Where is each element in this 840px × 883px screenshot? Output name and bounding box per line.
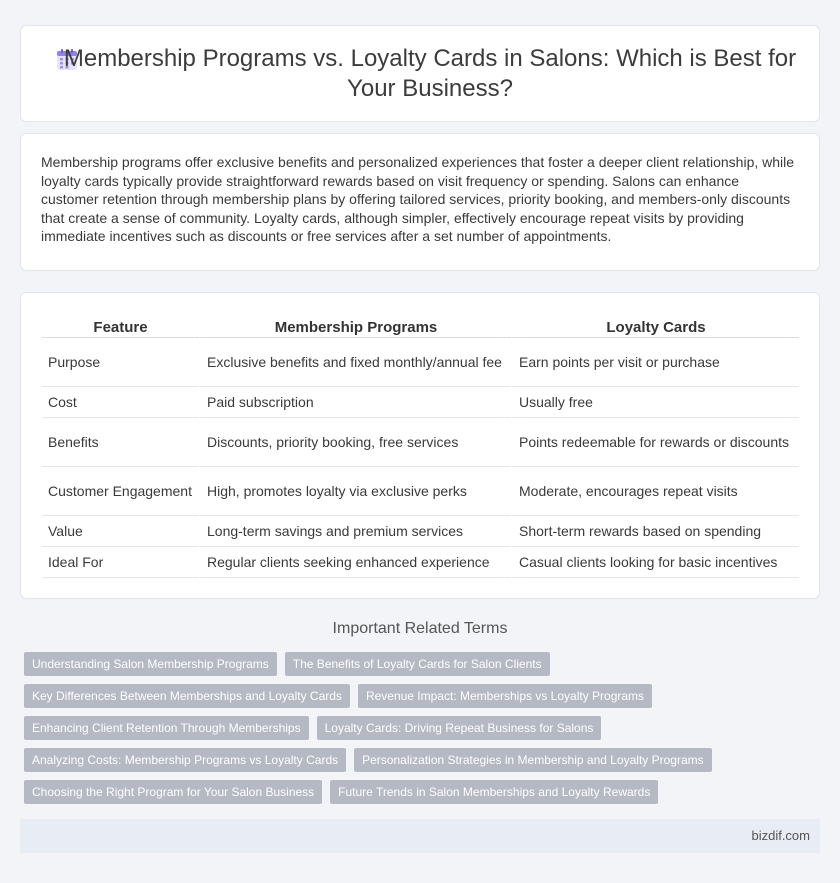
- summary-card: [20, 133, 820, 271]
- table-cell: Customer Engagement: [42, 467, 199, 516]
- table-cell: Points redeemable for rewards or discounts: [511, 418, 799, 467]
- summary-paragraph: Membership programs offer exclusive benefits and personalized experiences that foster a deeper client relationship, while loyalty cards typically provide straightforward rewards based on visit frequency or spending. Salons can enhance customer retention through membership plans by offering tailored services, priority booking, and members-only discounts that create a sense of community. Loyalty cards, although simpler, effectively encourage repeat visits by providing immediate incentives such as discounts or free services after a set number of appointments.: [41, 154, 795, 245]
- table-cell: Short-term rewards based on spending: [511, 516, 799, 547]
- table-cell: Ideal For: [42, 547, 199, 578]
- table-cell: Usually free: [511, 387, 799, 418]
- related-terms-list: [24, 652, 814, 812]
- column-header-membership: Membership Programs: [199, 314, 511, 338]
- table-cell: Benefits: [42, 418, 199, 467]
- related-term-link[interactable]: Revenue Impact: Memberships vs Loyalty Programs: [358, 684, 652, 708]
- table-row: [42, 338, 799, 387]
- comparison-table-card: [20, 292, 820, 599]
- table-cell: Casual clients looking for basic incentives: [511, 547, 799, 578]
- table-row: [42, 516, 799, 547]
- related-term-link[interactable]: The Benefits of Loyalty Cards for Salon Clients: [285, 652, 550, 676]
- table-header-row: [42, 314, 799, 338]
- table-cell: High, promotes loyalty via exclusive perks: [199, 467, 511, 516]
- related-term-link[interactable]: Future Trends in Salon Memberships and Loyalty Rewards: [330, 780, 658, 804]
- table-cell: Earn points per visit or purchase: [511, 338, 799, 387]
- footer-site-link[interactable]: bizdif.com: [751, 828, 810, 843]
- table-cell: Regular clients seeking enhanced experience: [199, 547, 511, 578]
- table-cell: Cost: [42, 387, 199, 418]
- table-row: [42, 418, 799, 467]
- table-cell: Long-term savings and premium services: [199, 516, 511, 547]
- related-term-link[interactable]: Choosing the Right Program for Your Salon Business: [24, 780, 322, 804]
- related-terms-title: Important Related Terms: [332, 620, 508, 637]
- footer: [20, 819, 820, 853]
- related-term-link[interactable]: Loyalty Cards: Driving Repeat Business for Salons: [317, 716, 602, 740]
- table-row: [42, 467, 799, 516]
- header-card: [20, 25, 820, 122]
- comparison-table: [42, 314, 799, 578]
- related-term-link[interactable]: Personalization Strategies in Membership and Loyalty Programs: [354, 748, 712, 772]
- table-row: [42, 387, 799, 418]
- page-title: Membership Programs vs. Loyalty Cards in Salons: Which is Best for Your Business?: [63, 45, 797, 102]
- related-term-link[interactable]: Analyzing Costs: Membership Programs vs Loyalty Cards: [24, 748, 346, 772]
- table-cell: Purpose: [42, 338, 199, 387]
- table-cell: Discounts, priority booking, free services: [199, 418, 511, 467]
- table-cell: Moderate, encourages repeat visits: [511, 467, 799, 516]
- table-row: [42, 547, 799, 578]
- column-header-loyalty: Loyalty Cards: [511, 314, 799, 338]
- related-term-link[interactable]: Enhancing Client Retention Through Memberships: [24, 716, 309, 740]
- column-header-feature: Feature: [42, 314, 199, 338]
- table-cell: Paid subscription: [199, 387, 511, 418]
- table-cell: Exclusive benefits and fixed monthly/annual fee: [199, 338, 511, 387]
- table-cell: Value: [42, 516, 199, 547]
- related-term-link[interactable]: Key Differences Between Memberships and Loyalty Cards: [24, 684, 350, 708]
- related-term-link[interactable]: Understanding Salon Membership Programs: [24, 652, 277, 676]
